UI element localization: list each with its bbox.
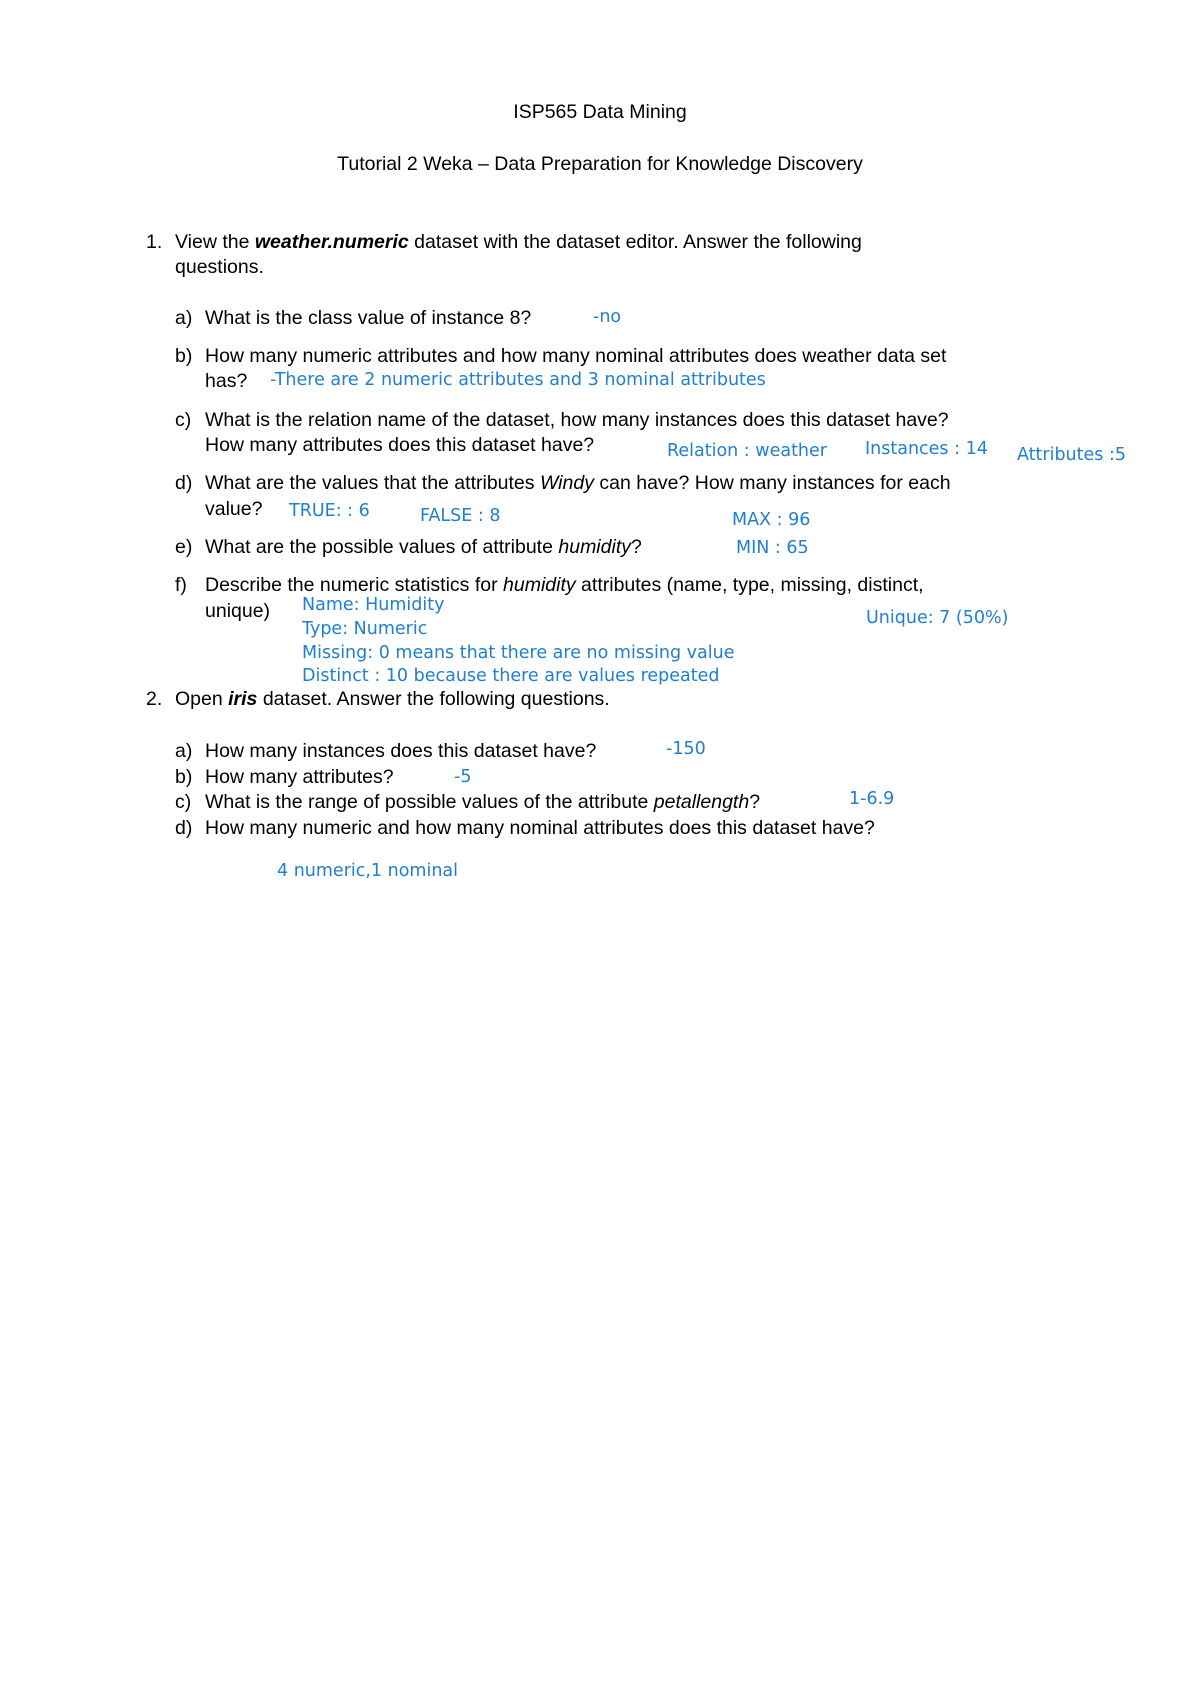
q1-number: 1. <box>146 231 163 253</box>
q1f-answer-distinct: Distinct : 10 because there are values repeated <box>302 666 720 686</box>
q1-text: View the weather.numeric dataset with the dataset editor. Answer the following <box>175 231 862 253</box>
q1a-question: What is the class value of instance 8? <box>205 307 532 329</box>
q2b-question: How many attributes? <box>205 766 394 788</box>
q1e-question: What are the possible values of attribute humidity? <box>205 536 642 558</box>
q2c-question: What is the range of possible values of the attribute petallength? <box>205 791 761 813</box>
q1d-answer-max: MAX : 96 <box>732 510 811 530</box>
q2a-question: How many instances does this dataset have? <box>205 740 597 762</box>
q1f-question: Describe the numeric statistics for humidity attributes (name, type, missing, distinct, <box>205 574 924 596</box>
q2a-answer: -150 <box>666 739 706 759</box>
q1b-label: b) <box>175 345 193 367</box>
q1c-label: c) <box>175 409 192 431</box>
q2a-label: a) <box>175 740 193 762</box>
document-title: ISP565 Data Mining <box>513 101 687 123</box>
q2c-answer: 1-6.9 <box>849 789 895 809</box>
q1f-answer-type: Type: Numeric <box>302 619 428 639</box>
q1b-question: How many numeric attributes and how many nominal attributes does weather data set <box>205 345 947 367</box>
q2d-answer: 4 numeric,1 nominal <box>277 861 459 881</box>
q2c-label: c) <box>175 791 192 813</box>
q1f-answer-name: Name: Humidity <box>302 595 445 615</box>
q1b-answer: -There are 2 numeric attributes and 3 nominal attributes <box>270 370 766 390</box>
q1d-question: What are the values that the attributes Windy can have? How many instances for each <box>205 472 951 494</box>
q1a-answer: -no <box>593 307 622 327</box>
q1c-answer-instances: Instances : 14 <box>865 439 988 459</box>
document-subtitle: Tutorial 2 Weka – Data Preparation for Knowledge Discovery <box>337 153 863 175</box>
q1b-question-cont: has? <box>205 370 248 392</box>
q2b-answer: -5 <box>454 767 472 787</box>
q2b-label: b) <box>175 766 193 788</box>
q1e-answer-min: MIN : 65 <box>736 538 809 558</box>
q1c-answer-attributes: Attributes :5 <box>1017 445 1126 465</box>
q2d-label: d) <box>175 817 193 839</box>
q1d-label: d) <box>175 472 193 494</box>
q2d-question: How many numeric and how many nominal attributes does this dataset have? <box>205 817 875 839</box>
q1f-label: f) <box>175 574 187 596</box>
q1c-question-cont: How many attributes does this dataset have? <box>205 434 595 456</box>
q2-number: 2. <box>146 688 163 710</box>
q2-text: Open iris dataset. Answer the following questions. <box>175 688 610 710</box>
q1c-question: What is the relation name of the dataset, how many instances does this dataset have? <box>205 409 949 431</box>
q1a-label: a) <box>175 307 193 329</box>
q1c-answer-relation: Relation : weather <box>667 441 827 461</box>
q1e-label: e) <box>175 536 193 558</box>
q1d-question-cont: value? <box>205 498 263 520</box>
q1f-answer-unique: Unique: 7 (50%) <box>866 608 1009 628</box>
q1-text-cont: questions. <box>175 256 264 278</box>
q1f-answer-missing: Missing: 0 means that there are no missing value <box>302 643 735 663</box>
q1f-question-cont: unique) <box>205 600 271 622</box>
q1d-answer-false: FALSE : 8 <box>420 506 501 526</box>
q1d-answer-true: TRUE: : 6 <box>289 501 370 521</box>
